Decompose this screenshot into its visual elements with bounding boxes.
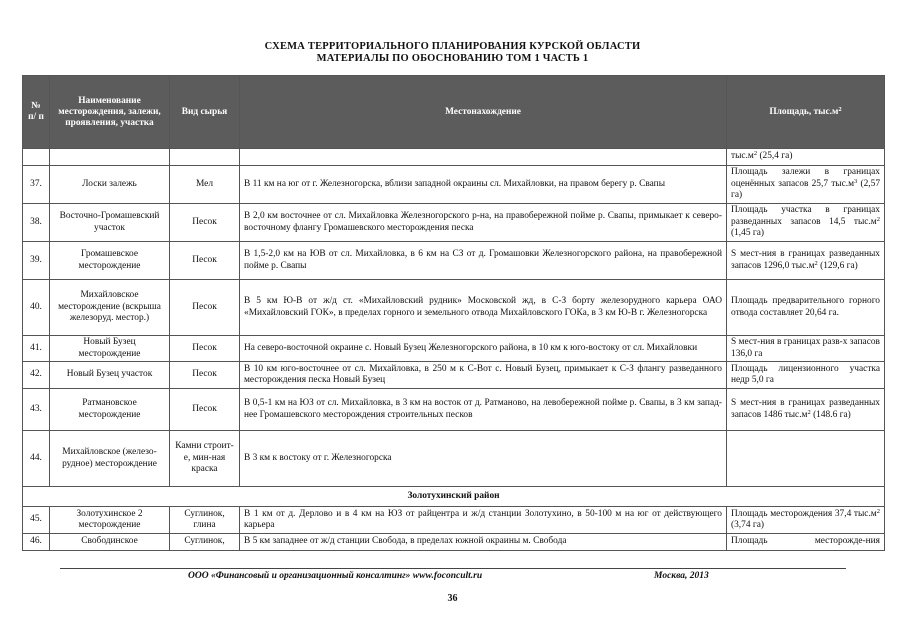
deposits-table bbox=[22, 75, 885, 551]
location-cell: В 3 км к востоку от г. Железногорска bbox=[240, 431, 727, 487]
area-cell: S мест-ния в границах разведанных запасов 1486 $тыс.м^2$ (148.6 га) bbox=[727, 389, 885, 431]
table-row bbox=[23, 336, 885, 362]
location-cell: В 2,0 км восточнее от сл. Михайловка Железногорского р-на, на правобережной пойме р. Свапы, примыкает к северо-восточному флангу Громашевского месторождения песка bbox=[240, 204, 727, 242]
header-num: № п/ п bbox=[23, 76, 50, 149]
document-subtitle: МАТЕРИАЛЫ ПО ОБОСНОВАНИЮ ТОМ 1 ЧАСТЬ 1 bbox=[316, 53, 589, 64]
deposit-name: Новый Бузец месторождение bbox=[50, 336, 170, 362]
material-kind: Песок bbox=[170, 204, 240, 242]
area-cell: S мест-ния в границах разв-х запасов 136,0 га bbox=[727, 336, 885, 362]
material-kind: Песок bbox=[170, 389, 240, 431]
region-row bbox=[23, 487, 885, 507]
area-cell: $тыс.м^2$ (25,4 га) bbox=[727, 149, 885, 166]
table-row bbox=[23, 431, 885, 487]
region-title: Золотухинский район bbox=[23, 487, 885, 507]
row-number: 37. bbox=[23, 166, 50, 204]
row-number: 41. bbox=[23, 336, 50, 362]
deposit-name: Громашевское месторождение bbox=[50, 242, 170, 280]
area-cell: S мест-ния в границах разведанных запасов 1296,0 $тыс.м^2$ (129,6 га) bbox=[727, 242, 885, 280]
deposit-name: Михайловское (железо-рудное) месторождение bbox=[50, 431, 170, 487]
row-number: 40. bbox=[23, 280, 50, 336]
row-number: 38. bbox=[23, 204, 50, 242]
row-number: 45. bbox=[23, 507, 50, 534]
table-row bbox=[23, 204, 885, 242]
area-cell: Площадь залежи в границах оценённых запасов 25,7 $тыс.м^3$ (2,57 га) bbox=[727, 166, 885, 204]
area-cell: Площадь месторождения 37,4 $тыс.м^2$ (3,74 га) bbox=[727, 507, 885, 534]
deposit-name: Восточно-Громашевский участок bbox=[50, 204, 170, 242]
deposit-name: Золотухинское 2 месторождение bbox=[50, 507, 170, 534]
row-number: 43. bbox=[23, 389, 50, 431]
table-row bbox=[23, 362, 885, 389]
row-number: 46. bbox=[23, 534, 50, 551]
header-kind: Вид сырья bbox=[170, 76, 240, 149]
area-cell bbox=[727, 431, 885, 487]
material-kind: Песок bbox=[170, 336, 240, 362]
page-number: 36 bbox=[447, 593, 458, 604]
deposit-name: Михайловское месторождение (вскрыша железоруд. местор.) bbox=[50, 280, 170, 336]
deposit-name: Лоски залежь bbox=[50, 166, 170, 204]
footer-divider bbox=[60, 568, 846, 569]
area-cell: Площадь участка в границах разведанных запасов 14,5 $тыс.м^2$ (1,45 га) bbox=[727, 204, 885, 242]
material-kind: Мел bbox=[170, 166, 240, 204]
material-kind: Суглинок, глина bbox=[170, 507, 240, 534]
location-cell: В 5 км Ю-В от ж/д ст. «Михайловский рудник» Московской жд, в С-З борту железорудного карьера ОАО «Михайловский ГОК», в пределах горного и земельного отвода Михайловского ГОКа, в 3 км Ю-В г. Железногорска bbox=[240, 280, 727, 336]
table-row bbox=[23, 280, 885, 336]
location-cell: В 10 км юго-восточнее от сл. Михайловка, в 250 м к С-Вот с. Новый Бузец, примыкает к С-З флангу разведанного месторождения песка Новый Бузец bbox=[240, 362, 727, 389]
table-row bbox=[23, 242, 885, 280]
header-area: Площадь, $тыс.м^2$ bbox=[727, 76, 885, 149]
deposit-name: Новый Бузец участок bbox=[50, 362, 170, 389]
row-number: 39. bbox=[23, 242, 50, 280]
material-kind: Песок bbox=[170, 242, 240, 280]
row-number: 44. bbox=[23, 431, 50, 487]
footer-city-year: Москва, 2013 bbox=[654, 571, 709, 581]
row-number: 42. bbox=[23, 362, 50, 389]
location-cell: В 0,5-1 км на ЮЗ от сл. Михайловка, в 3 км на восток от д. Ратманово, на левобережной пойме р. Свапы, в 3 км запад-нее Громашевского месторождения строительных песков bbox=[240, 389, 727, 431]
header-name: Наименование месторождения, залежи, проявления, участка bbox=[50, 76, 170, 149]
table-row bbox=[23, 166, 885, 204]
area-cell: Площадь лицензионного участка недр 5,0 га bbox=[727, 362, 885, 389]
location-cell: В 5 км западнее от ж/д станции Свобода, в пределах южной окраины м. Свобода bbox=[240, 534, 727, 551]
area-cell: Площадь предварительного горного отвода составляет 20,64 га. bbox=[727, 280, 885, 336]
material-kind: Песок bbox=[170, 362, 240, 389]
deposit-name: Свободинское bbox=[50, 534, 170, 551]
footer-organization: ООО «Финансовый и организационный консалтинг» www.foconcult.ru bbox=[188, 571, 483, 581]
material-kind: Камни строит-е, мин-ная краска bbox=[170, 431, 240, 487]
table-row bbox=[23, 389, 885, 431]
location-cell: В 1,5-2,0 км на ЮВ от сл. Михайловка, в 6 км на СЗ от д. Громашовки Железногорского района, на правобережной пойме р. Свапы bbox=[240, 242, 727, 280]
material-kind: Песок bbox=[170, 280, 240, 336]
header-location: Местонахождение bbox=[240, 76, 727, 149]
area-cell: Площадь месторожде-ния bbox=[727, 534, 885, 551]
table-row bbox=[23, 534, 885, 551]
location-cell: В 11 км на юг от г. Железногорска, вблизи западной окраины сл. Михайловки, на правом берегу р. Свапы bbox=[240, 166, 727, 204]
material-kind: Суглинок, bbox=[170, 534, 240, 551]
location-cell: На северо-восточной окраине с. Новый Бузец Железногорского района, в 10 км к юго-востоку от сл. Михайловки bbox=[240, 336, 727, 362]
document-title: СХЕМА ТЕРРИТОРИАЛЬНОГО ПЛАНИРОВАНИЯ КУРСКОЙ ОБЛАСТИ bbox=[264, 41, 641, 52]
table-row bbox=[23, 507, 885, 534]
deposit-name: Ратмановское месторождение bbox=[50, 389, 170, 431]
location-cell: В 1 км от д. Дерлово и в 4 км на ЮЗ от райцентра и ж/д станции Золотухино, в 50-100 м на юг от действующего карьера bbox=[240, 507, 727, 534]
table-row-continued bbox=[23, 149, 885, 166]
